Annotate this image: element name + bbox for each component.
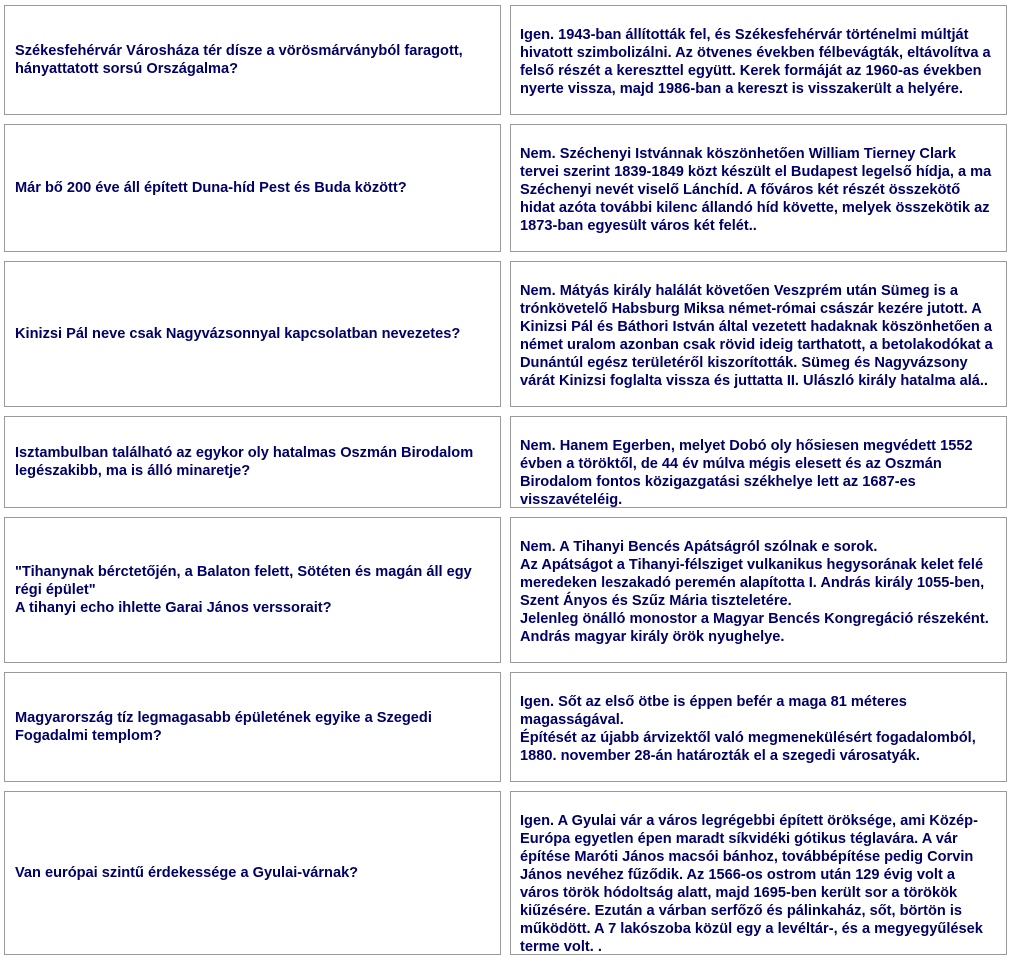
answer-cell bbox=[510, 791, 1007, 955]
question-text: Van európai szintű érdekessége a Gyulai-várnak? bbox=[15, 865, 359, 881]
answer-cell bbox=[510, 416, 1007, 508]
answer-cell bbox=[510, 261, 1007, 407]
answer-text: Nem. A Tihanyi Bencés Apátságról szólnak e sorok. Az Apátságot a Tihanyi-félsziget vulkanikus hegysorának kelet felé meredeken leszakadó peremén alapította I. András király 1055-ben, Szent Ányos és Szűz Mária tiszteletére. Jelenleg önálló monostor a Magyar Bencés Kongregáció részeként. András magyar király örök nyughelye. bbox=[520, 539, 989, 645]
question-text: Kinizsi Pál neve csak Nagyvázsonnyal kapcsolatban nevezetes? bbox=[15, 326, 461, 342]
answer-cell bbox=[510, 672, 1007, 782]
question-cell bbox=[4, 791, 501, 955]
question-text: Már bő 200 éve áll épített Duna-híd Pest és Buda között? bbox=[15, 180, 407, 196]
question-cell bbox=[4, 124, 501, 252]
answer-text: Igen. A Gyulai vár a város legrégebbi épített öröksége, ami Közép-Európa egyetlen épen maradt síkvidéki gótikus téglavára. A vár építése Maróti János macsói bánhoz, továbbépítése pedig Corvin János nevéhez fűződik. Az 1566-os ostrom után 129 évig volt a város török hódoltság alatt, majd 1695-ben került sor a törökök kiűzésére. Ezután a várban serfőző és pálinkaház, sőt, börtön is működött. A 7 lakószoba közül egy a levéltár-, és a megyegyűlések terme volt. . bbox=[520, 813, 983, 955]
answer-text: Igen. 1943-ban állították fel, és Székesfehérvár történelmi múltját hivatott szimbolizálni. Az ötvenes években félbevágták, eltávolítva a felső részét a kereszttel együtt. Kerek formáját az 1960-as években nyerte vissza, majd 1986-ban a kereszt is visszakerült a helyére. bbox=[520, 27, 991, 97]
answer-text: Nem. Hanem Egerben, melyet Dobó oly hősiesen megvédett 1552 évben a töröktől, de 44 év múlva mégis elesett és az Oszmán Birodalom fontos közigazgatási székhelye lett az 1687-es visszavételéig. bbox=[520, 438, 973, 508]
answer-text: Nem. Mátyás király halálát követően Veszprém után Sümeg is a trónkövetelő Habsburg Miksa német-római császár kezére jutott. A Kinizsi Pál és Báthori István által vezetett hadaknak köszönhetően a német uralom azonban csak rövid ideig tarthatott, a betolakodókat a Dunántúl egész területéről kiszorították. Sümeg és Nagyvázsony várát Kinizsi foglalta vissza és juttatta II. Ulászló király hatalma alá.. bbox=[520, 283, 993, 389]
answer-text: Nem. Széchenyi Istvánnak köszönhetően William Tierney Clark tervei szerint 1839-1849 közt készült el Budapest legelső hídja, a ma Széchenyi nevét viselő Lánchíd. A főváros két részét összekötő hidat azóta további kilenc állandó híd követte, melyek összekötik az 1873-ban egyesült város két felét.. bbox=[520, 146, 992, 234]
question-cell bbox=[4, 672, 501, 782]
answer-cell bbox=[510, 517, 1007, 663]
question-text: Magyarország tíz legmagasabb épületének egyike a Szegedi Fogadalmi templom? bbox=[15, 710, 432, 744]
answer-cell bbox=[510, 5, 1007, 115]
question-cell bbox=[4, 416, 501, 508]
question-text: "Tihanynak bérctetőjén, a Balaton felett, Sötéten és magán áll egy régi épület" A tihanyi echo ihlette Garai János verssorait? bbox=[15, 564, 472, 616]
question-text: Székesfehérvár Városháza tér dísze a vörösmárványból faragott, hányattatott sorsú Országalma? bbox=[15, 43, 463, 77]
answer-text: Igen. Sőt az első ötbe is éppen befér a maga 81 méteres magasságával. Építését az újabb árvizektől való megmenekülésért fogadalomból, 1880. november 28-án határozták el a szegedi városatyák. bbox=[520, 694, 976, 764]
question-cell bbox=[4, 517, 501, 663]
question-cell bbox=[4, 5, 501, 115]
question-text: Isztambulban található az egykor oly hatalmas Oszmán Birodalom legészakibb, ma is álló minaretje? bbox=[15, 445, 474, 479]
question-cell bbox=[4, 261, 501, 407]
answer-cell bbox=[510, 124, 1007, 252]
